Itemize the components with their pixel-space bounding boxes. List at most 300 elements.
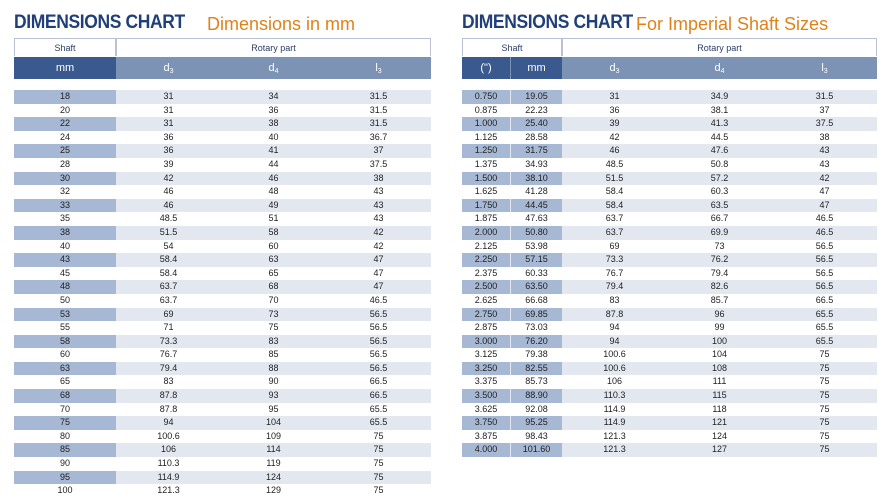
group-header-shaft: Shaft bbox=[14, 38, 116, 56]
cell-shaft-mm: 95 bbox=[14, 471, 116, 485]
table-row bbox=[14, 362, 431, 376]
cell-d3: 63.7 bbox=[605, 226, 624, 237]
cell-shaft-inch: 2.500 bbox=[462, 280, 510, 294]
metric-table-body bbox=[14, 90, 431, 498]
cell-l3: 75 bbox=[819, 430, 830, 441]
cell-shaft-mm: 22.23 bbox=[525, 104, 548, 115]
cell-d4: 127 bbox=[711, 444, 728, 455]
cell-d4: 104 bbox=[265, 417, 282, 428]
cell-d3: 79.4 bbox=[605, 281, 624, 292]
cell-shaft-mm: 41.28 bbox=[525, 186, 548, 197]
table-row bbox=[462, 443, 877, 457]
table-row bbox=[14, 443, 431, 457]
column-header-inch: (") bbox=[462, 57, 510, 79]
cell-d3: 36 bbox=[163, 131, 174, 142]
cell-shaft-inch: 3.000 bbox=[462, 335, 510, 349]
cell-d3: 87.8 bbox=[159, 403, 178, 414]
cell-d3: 100.6 bbox=[157, 430, 180, 441]
cell-shaft-mm: 53.98 bbox=[525, 240, 548, 251]
cell-d4: 65 bbox=[268, 267, 279, 278]
cell-shaft-mm: 90 bbox=[59, 458, 70, 469]
cell-shaft-mm: 75 bbox=[14, 416, 116, 430]
table-row bbox=[462, 144, 877, 158]
cell-d3: 114.9 bbox=[157, 471, 180, 482]
cell-d4: 40 bbox=[268, 131, 279, 142]
imperial-table-body bbox=[462, 90, 877, 457]
cell-shaft-mm: 25.40 bbox=[511, 117, 562, 131]
cell-shaft-mm: 69.85 bbox=[511, 308, 562, 322]
cell-shaft-inch: 3.375 bbox=[474, 376, 498, 387]
table-row bbox=[462, 117, 877, 131]
cell-d4: 41 bbox=[268, 145, 279, 156]
cell-d3: 76.7 bbox=[605, 267, 624, 278]
table-row bbox=[462, 90, 877, 104]
group-header-row bbox=[14, 38, 431, 57]
cell-d3: 63.7 bbox=[605, 213, 624, 224]
table-row bbox=[462, 335, 877, 349]
cell-shaft-mm: 30 bbox=[14, 172, 116, 186]
table-row bbox=[14, 416, 431, 430]
cell-shaft-mm: 95.25 bbox=[511, 416, 562, 430]
cell-d4: 121 bbox=[711, 417, 728, 428]
cell-l3: 66.5 bbox=[815, 294, 834, 305]
table-row bbox=[462, 253, 877, 267]
cell-d3: 69 bbox=[609, 240, 620, 251]
table-row bbox=[14, 185, 431, 199]
cell-shaft-inch: 2.250 bbox=[462, 253, 510, 267]
cell-shaft-inch: 3.500 bbox=[462, 389, 510, 403]
cell-d3: 39 bbox=[609, 118, 620, 129]
table-row bbox=[462, 280, 877, 294]
table-row bbox=[462, 240, 877, 254]
cell-d4: 63.5 bbox=[710, 199, 729, 210]
cell-d3: 94 bbox=[609, 335, 620, 346]
cell-d4: 83 bbox=[268, 335, 279, 346]
cell-shaft-mm: 82.55 bbox=[511, 362, 562, 376]
cell-d4: 34.9 bbox=[710, 91, 729, 101]
chart-title: DIMENSIONS CHART bbox=[462, 12, 633, 33]
table-row bbox=[462, 267, 877, 281]
cell-d4: 85 bbox=[268, 349, 279, 360]
cell-l3: 75 bbox=[373, 430, 384, 441]
table-row bbox=[14, 403, 431, 417]
cell-d4: 90 bbox=[268, 376, 279, 387]
cell-shaft-inch: 2.750 bbox=[462, 308, 510, 322]
cell-d3: 58.4 bbox=[605, 186, 624, 197]
cell-d4: 104 bbox=[711, 349, 728, 360]
cell-d3: 121.3 bbox=[603, 430, 626, 441]
cell-d3: 31 bbox=[163, 91, 174, 101]
cell-d4: 44.5 bbox=[710, 131, 729, 142]
cell-shaft-mm: 101.60 bbox=[511, 443, 562, 457]
cell-l3: 47 bbox=[373, 254, 384, 265]
column-header-l3: l3 bbox=[375, 62, 382, 75]
column-header-mm: mm bbox=[511, 57, 562, 79]
cell-l3: 43 bbox=[373, 199, 384, 210]
table-row bbox=[14, 294, 431, 308]
cell-d3: 106 bbox=[160, 444, 177, 455]
table-row bbox=[14, 471, 431, 485]
cell-d4: 111 bbox=[712, 376, 727, 387]
cell-d3: 106 bbox=[606, 376, 623, 387]
cell-shaft-mm: 35 bbox=[59, 213, 70, 224]
cell-shaft-mm: 60 bbox=[59, 349, 70, 360]
cell-d3: 73.3 bbox=[159, 335, 178, 346]
cell-shaft-mm: 38.10 bbox=[511, 172, 562, 186]
table-row bbox=[462, 199, 877, 213]
cell-d4: 108 bbox=[711, 362, 728, 373]
cell-d4: 93 bbox=[268, 390, 279, 401]
cell-d4: 34 bbox=[268, 91, 279, 101]
cell-d3: 31 bbox=[163, 104, 174, 115]
table-row bbox=[14, 484, 431, 498]
cell-shaft-mm: 100 bbox=[57, 485, 73, 496]
chart-title: DIMENSIONS CHART bbox=[14, 12, 185, 33]
cell-d3: 114.9 bbox=[603, 403, 626, 414]
cell-d3: 83 bbox=[163, 376, 174, 387]
table-row bbox=[14, 104, 431, 118]
cell-l3: 65.5 bbox=[815, 335, 834, 346]
cell-d4: 115 bbox=[712, 390, 727, 401]
cell-l3: 36.7 bbox=[369, 131, 388, 142]
cell-d3: 94 bbox=[609, 322, 620, 333]
cell-d3: 31 bbox=[609, 91, 620, 101]
cell-l3: 75 bbox=[819, 444, 830, 455]
table-row bbox=[462, 158, 877, 172]
cell-shaft-inch: 3.125 bbox=[474, 349, 498, 360]
cell-d4: 96 bbox=[714, 308, 725, 319]
cell-l3: 38 bbox=[373, 172, 384, 183]
cell-shaft-inch: 0.750 bbox=[462, 90, 510, 104]
cell-shaft-mm: 60.33 bbox=[525, 267, 548, 278]
cell-d4: 49 bbox=[268, 199, 279, 210]
cell-d4: 38.1 bbox=[710, 104, 729, 115]
cell-d4: 119 bbox=[266, 458, 281, 469]
cell-l3: 65.5 bbox=[815, 322, 834, 333]
cell-shaft-mm: 65 bbox=[59, 376, 70, 387]
cell-l3: 31.5 bbox=[369, 104, 388, 115]
cell-shaft-inch: 1.375 bbox=[474, 158, 498, 169]
cell-d4: 73 bbox=[268, 308, 279, 319]
cell-shaft-inch: 3.625 bbox=[474, 403, 498, 414]
cell-l3: 31.5 bbox=[815, 91, 834, 101]
table-row bbox=[14, 212, 431, 226]
cell-d3: 76.7 bbox=[159, 349, 178, 360]
chart-heading bbox=[14, 0, 431, 38]
cell-shaft-inch: 1.000 bbox=[462, 117, 510, 131]
table-row bbox=[14, 389, 431, 403]
cell-l3: 56.5 bbox=[815, 240, 834, 251]
cell-l3: 65.5 bbox=[369, 403, 388, 414]
table-row bbox=[462, 308, 877, 322]
cell-shaft-mm: 22 bbox=[14, 117, 116, 131]
table-row bbox=[462, 403, 877, 417]
group-header-shaft: Shaft bbox=[462, 38, 562, 56]
cell-l3: 42 bbox=[819, 172, 830, 183]
cell-shaft-mm: 18 bbox=[14, 90, 116, 104]
table-row bbox=[462, 212, 877, 226]
cell-l3: 75 bbox=[373, 458, 384, 469]
cell-d3: 100.6 bbox=[603, 362, 626, 373]
metric-dimensions-chart bbox=[14, 0, 431, 498]
table-row bbox=[462, 375, 877, 389]
table-row bbox=[462, 131, 877, 145]
cell-l3: 37.5 bbox=[369, 158, 388, 169]
cell-shaft-mm: 38 bbox=[14, 226, 116, 240]
cell-shaft-inch: 3.875 bbox=[474, 430, 498, 441]
cell-d3: 79.4 bbox=[159, 362, 178, 373]
cell-l3: 75 bbox=[819, 403, 830, 414]
cell-d3: 110.3 bbox=[157, 458, 180, 469]
chart-subtitle: For Imperial Shaft Sizes bbox=[636, 14, 829, 34]
cell-shaft-mm: 47.63 bbox=[525, 213, 548, 224]
cell-shaft-mm: 50.80 bbox=[511, 226, 562, 240]
cell-shaft-mm: 44.45 bbox=[511, 199, 562, 213]
cell-shaft-inch: 1.250 bbox=[462, 144, 510, 158]
cell-d3: 48.5 bbox=[159, 213, 178, 224]
cell-d4: 70 bbox=[268, 294, 279, 305]
table-row bbox=[14, 172, 431, 186]
cell-d4: 60.3 bbox=[710, 186, 729, 197]
cell-shaft-inch: 2.125 bbox=[474, 240, 498, 251]
cell-shaft-inch: 1.875 bbox=[474, 213, 498, 224]
table-row bbox=[14, 117, 431, 131]
table-row bbox=[14, 267, 431, 281]
cell-d3: 73.3 bbox=[605, 254, 624, 265]
cell-shaft-mm: 79.38 bbox=[525, 349, 548, 360]
table-row bbox=[14, 226, 431, 240]
cell-l3: 38 bbox=[819, 131, 830, 142]
cell-shaft-mm: 58 bbox=[14, 335, 116, 349]
cell-shaft-mm: 70 bbox=[59, 403, 70, 414]
column-header-row bbox=[14, 57, 431, 79]
cell-d3: 48.5 bbox=[605, 158, 624, 169]
cell-d3: 100.6 bbox=[603, 349, 626, 360]
cell-d4: 100 bbox=[711, 335, 728, 346]
cell-d3: 83 bbox=[609, 294, 620, 305]
cell-shaft-mm: 33 bbox=[14, 199, 116, 213]
cell-d3: 94 bbox=[163, 417, 174, 428]
cell-l3: 31.5 bbox=[369, 91, 388, 101]
cell-d3: 42 bbox=[163, 172, 174, 183]
table-row bbox=[14, 375, 431, 389]
cell-d4: 95 bbox=[268, 403, 279, 414]
table-row bbox=[14, 308, 431, 322]
cell-l3: 56.5 bbox=[815, 254, 834, 265]
cell-d3: 46 bbox=[609, 145, 620, 156]
table-row bbox=[14, 240, 431, 254]
cell-shaft-inch: 1.625 bbox=[474, 186, 498, 197]
cell-l3: 37.5 bbox=[815, 118, 834, 129]
cell-shaft-mm: 20 bbox=[59, 104, 70, 115]
cell-d4: 68 bbox=[268, 281, 279, 292]
chart-heading bbox=[462, 0, 877, 38]
cell-d4: 76.2 bbox=[710, 254, 729, 265]
cell-l3: 47 bbox=[373, 281, 384, 292]
cell-d4: 38 bbox=[268, 118, 279, 129]
cell-d4: 85.7 bbox=[710, 294, 729, 305]
cell-d3: 31 bbox=[163, 118, 174, 129]
cell-l3: 65.5 bbox=[369, 417, 388, 428]
cell-d3: 71 bbox=[163, 322, 174, 333]
cell-shaft-mm: 28.58 bbox=[525, 131, 548, 142]
table-row bbox=[462, 104, 877, 118]
cell-d4: 46 bbox=[268, 172, 279, 183]
cell-shaft-inch: 2.375 bbox=[474, 267, 498, 278]
cell-shaft-mm: 28 bbox=[59, 158, 70, 169]
cell-l3: 56.5 bbox=[815, 281, 834, 292]
column-header-d4: d4 bbox=[714, 62, 725, 75]
cell-d4: 51 bbox=[268, 213, 279, 224]
cell-d4: 48 bbox=[268, 186, 279, 197]
cell-shaft-mm: 45 bbox=[59, 267, 70, 278]
cell-shaft-inch: 2.000 bbox=[462, 226, 510, 240]
cell-shaft-inch: 4.000 bbox=[462, 443, 510, 457]
cell-l3: 75 bbox=[373, 485, 384, 496]
column-header-d3: d3 bbox=[609, 62, 620, 75]
cell-shaft-mm: 85 bbox=[14, 443, 116, 457]
cell-l3: 75 bbox=[819, 362, 830, 373]
table-row bbox=[462, 348, 877, 362]
table-row bbox=[14, 430, 431, 444]
cell-l3: 56.5 bbox=[369, 362, 388, 373]
group-header-row bbox=[462, 38, 877, 57]
cell-d3: 110.3 bbox=[603, 390, 626, 401]
cell-d4: 58 bbox=[268, 226, 279, 237]
cell-shaft-mm: 98.43 bbox=[525, 430, 548, 441]
cell-shaft-mm: 48 bbox=[14, 280, 116, 294]
cell-l3: 56.5 bbox=[369, 308, 388, 319]
table-row bbox=[14, 321, 431, 335]
table-row bbox=[14, 131, 431, 145]
cell-shaft-mm: 43 bbox=[14, 253, 116, 267]
cell-l3: 56.5 bbox=[369, 349, 388, 360]
group-header-rotary-part: Rotary part bbox=[562, 38, 877, 56]
cell-shaft-mm: 19.05 bbox=[511, 90, 562, 104]
table-row bbox=[462, 362, 877, 376]
cell-l3: 56.5 bbox=[369, 322, 388, 333]
table-row bbox=[14, 348, 431, 362]
table-row bbox=[14, 199, 431, 213]
cell-d4: 57.2 bbox=[710, 172, 729, 183]
cell-shaft-mm: 50 bbox=[59, 294, 70, 305]
cell-l3: 43 bbox=[373, 186, 384, 197]
cell-d4: 60 bbox=[268, 240, 279, 251]
cell-l3: 43 bbox=[373, 213, 384, 224]
cell-shaft-inch: 2.875 bbox=[474, 322, 498, 333]
cell-d3: 87.8 bbox=[159, 390, 178, 401]
cell-l3: 75 bbox=[819, 390, 830, 401]
table-row bbox=[462, 172, 877, 186]
cell-d3: 121.3 bbox=[157, 485, 180, 496]
cell-shaft-mm: 76.20 bbox=[511, 335, 562, 349]
table-row bbox=[462, 185, 877, 199]
table-row bbox=[14, 144, 431, 158]
column-header-l3: l3 bbox=[821, 62, 828, 75]
cell-d3: 58.4 bbox=[159, 254, 178, 265]
column-header-d4: d4 bbox=[268, 62, 279, 75]
table-row bbox=[462, 226, 877, 240]
cell-d3: 39 bbox=[163, 158, 174, 169]
cell-shaft-mm: 85.73 bbox=[525, 376, 548, 387]
table-row bbox=[462, 294, 877, 308]
cell-d3: 63.7 bbox=[159, 281, 178, 292]
table-row bbox=[14, 90, 431, 104]
cell-d4: 36 bbox=[268, 104, 279, 115]
cell-d4: 109 bbox=[265, 430, 282, 441]
cell-shaft-inch: 1.750 bbox=[462, 199, 510, 213]
cell-shaft-mm: 55 bbox=[59, 322, 70, 333]
cell-shaft-mm: 63 bbox=[14, 362, 116, 376]
table-row bbox=[14, 253, 431, 267]
cell-d3: 58.4 bbox=[605, 199, 624, 210]
cell-l3: 65.5 bbox=[815, 308, 834, 319]
column-header-d3: d3 bbox=[163, 62, 174, 75]
cell-d3: 87.8 bbox=[605, 308, 624, 319]
cell-shaft-mm: 24 bbox=[59, 131, 70, 142]
table-row bbox=[462, 430, 877, 444]
cell-d3: 69 bbox=[163, 308, 174, 319]
cell-l3: 46.5 bbox=[815, 213, 834, 224]
cell-l3: 75 bbox=[373, 471, 384, 482]
cell-shaft-mm: 80 bbox=[59, 430, 70, 441]
cell-shaft-mm: 73.03 bbox=[525, 322, 548, 333]
cell-shaft-mm: 88.90 bbox=[511, 389, 562, 403]
cell-d4: 44 bbox=[268, 158, 279, 169]
table-row bbox=[462, 416, 877, 430]
cell-d4: 99 bbox=[714, 322, 725, 333]
cell-shaft-mm: 34.93 bbox=[525, 158, 548, 169]
cell-d4: 73 bbox=[714, 240, 725, 251]
cell-d4: 124 bbox=[265, 471, 282, 482]
cell-d4: 124 bbox=[711, 430, 728, 441]
table-row bbox=[14, 158, 431, 172]
cell-d3: 46 bbox=[163, 186, 174, 197]
cell-d4: 75 bbox=[268, 322, 279, 333]
cell-d4: 41.3 bbox=[710, 118, 729, 129]
cell-d4: 118 bbox=[712, 403, 727, 414]
cell-shaft-mm: 32 bbox=[59, 186, 70, 197]
cell-d3: 58.4 bbox=[159, 267, 178, 278]
cell-l3: 37 bbox=[373, 145, 384, 156]
cell-l3: 31.5 bbox=[369, 118, 388, 129]
cell-d3: 121.3 bbox=[603, 444, 626, 455]
table-row bbox=[14, 335, 431, 349]
imperial-dimensions-chart bbox=[462, 0, 877, 457]
cell-l3: 66.5 bbox=[369, 390, 388, 401]
cell-shaft-inch: 3.250 bbox=[462, 362, 510, 376]
cell-l3: 43 bbox=[819, 145, 830, 156]
cell-l3: 66.5 bbox=[369, 376, 388, 387]
column-header-row bbox=[462, 57, 877, 79]
cell-shaft-inch: 0.875 bbox=[474, 104, 498, 115]
table-row bbox=[14, 457, 431, 471]
cell-l3: 56.5 bbox=[815, 267, 834, 278]
cell-shaft-mm: 31.75 bbox=[511, 144, 562, 158]
cell-d3: 63.7 bbox=[159, 294, 178, 305]
cell-shaft-mm: 66.68 bbox=[525, 294, 548, 305]
cell-l3: 75 bbox=[819, 376, 830, 387]
cell-l3: 47 bbox=[373, 267, 384, 278]
cell-d3: 42 bbox=[609, 131, 620, 142]
cell-shaft-mm: 57.15 bbox=[511, 253, 562, 267]
cell-d4: 47.6 bbox=[710, 145, 729, 156]
cell-d4: 66.7 bbox=[710, 213, 729, 224]
cell-shaft-mm: 92.08 bbox=[525, 403, 548, 414]
cell-d4: 50.8 bbox=[710, 158, 729, 169]
cell-l3: 42 bbox=[373, 226, 384, 237]
cell-d3: 36 bbox=[163, 145, 174, 156]
